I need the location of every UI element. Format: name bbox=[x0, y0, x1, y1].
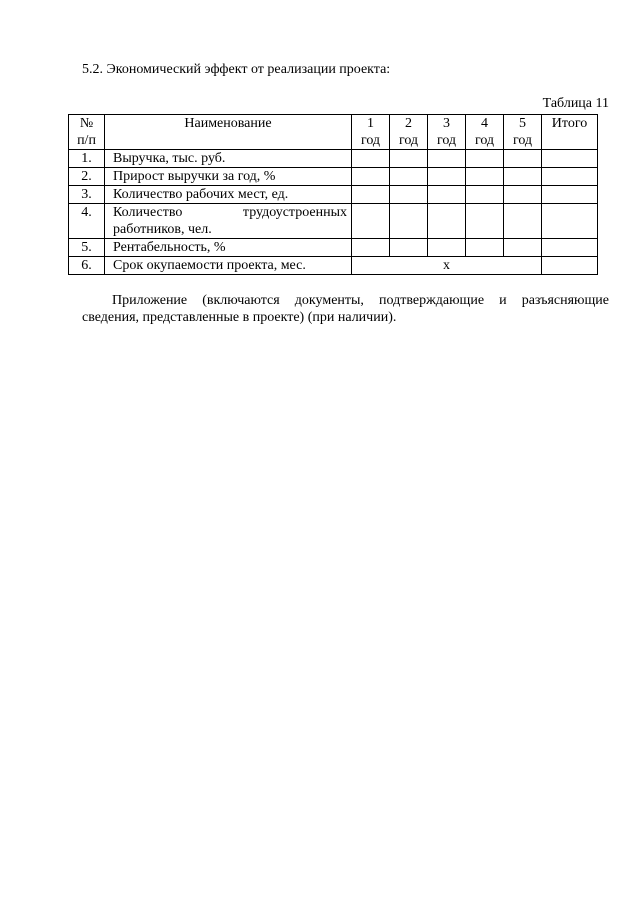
cell bbox=[428, 204, 466, 239]
cell bbox=[428, 150, 466, 168]
row-num: 4. bbox=[69, 204, 105, 239]
row-name: Количество трудоустроенных работников, чел. bbox=[105, 204, 352, 239]
cell bbox=[390, 204, 428, 239]
cell bbox=[352, 150, 390, 168]
row-num: 5. bbox=[69, 239, 105, 257]
header-year-4: 4 год bbox=[466, 115, 504, 150]
cell bbox=[390, 239, 428, 257]
row-num: 6. bbox=[69, 257, 105, 275]
cell bbox=[542, 150, 598, 168]
row-name: Срок окупаемости проекта, мес. bbox=[105, 257, 352, 275]
table-row bbox=[69, 239, 598, 257]
cell bbox=[466, 150, 504, 168]
cell bbox=[428, 168, 466, 186]
header-year-3: 3 год bbox=[428, 115, 466, 150]
cell bbox=[466, 239, 504, 257]
cell bbox=[542, 257, 598, 275]
cell bbox=[352, 168, 390, 186]
header-num: № п/п bbox=[69, 115, 105, 150]
cell bbox=[504, 168, 542, 186]
table-row bbox=[69, 186, 598, 204]
header-name: Наименование bbox=[105, 115, 352, 150]
cell bbox=[428, 239, 466, 257]
cell bbox=[542, 186, 598, 204]
table-row bbox=[69, 204, 598, 239]
row-name: Выручка, тыс. руб. bbox=[105, 150, 352, 168]
row-num: 1. bbox=[69, 150, 105, 168]
row-num: 2. bbox=[69, 168, 105, 186]
table-caption: Таблица 11 bbox=[542, 96, 609, 111]
row-name: Прирост выручки за год, % bbox=[105, 168, 352, 186]
row-num: 3. bbox=[69, 186, 105, 204]
cell bbox=[428, 186, 466, 204]
row-name: Количество рабочих мест, ед. bbox=[105, 186, 352, 204]
cell bbox=[352, 239, 390, 257]
table-row bbox=[69, 257, 598, 275]
appendix-paragraph: Приложение (включаются документы, подтверждающие и разъясняющие сведения, представленные в проекте) (при наличии). bbox=[82, 293, 609, 325]
header-total: Итого bbox=[542, 115, 598, 150]
section-heading: 5.2. Экономический эффект от реализации проекта: bbox=[82, 62, 391, 77]
cell bbox=[504, 186, 542, 204]
cell bbox=[542, 168, 598, 186]
cell bbox=[504, 204, 542, 239]
cell bbox=[466, 168, 504, 186]
cell bbox=[466, 186, 504, 204]
cell bbox=[504, 239, 542, 257]
economic-effect-table bbox=[68, 114, 598, 275]
header-year-2: 2 год bbox=[390, 115, 428, 150]
row-name: Рентабельность, % bbox=[105, 239, 352, 257]
header-year-5: 5 год bbox=[504, 115, 542, 150]
cell bbox=[542, 204, 598, 239]
cell bbox=[466, 204, 504, 239]
cell bbox=[390, 168, 428, 186]
header-year-1: 1 год bbox=[352, 115, 390, 150]
table-header-row bbox=[69, 115, 598, 150]
cell bbox=[504, 150, 542, 168]
cell bbox=[390, 150, 428, 168]
table-row bbox=[69, 168, 598, 186]
cell bbox=[352, 204, 390, 239]
cell bbox=[390, 186, 428, 204]
merged-cell: х bbox=[352, 257, 542, 275]
cell bbox=[542, 239, 598, 257]
table-row bbox=[69, 150, 598, 168]
cell bbox=[352, 186, 390, 204]
